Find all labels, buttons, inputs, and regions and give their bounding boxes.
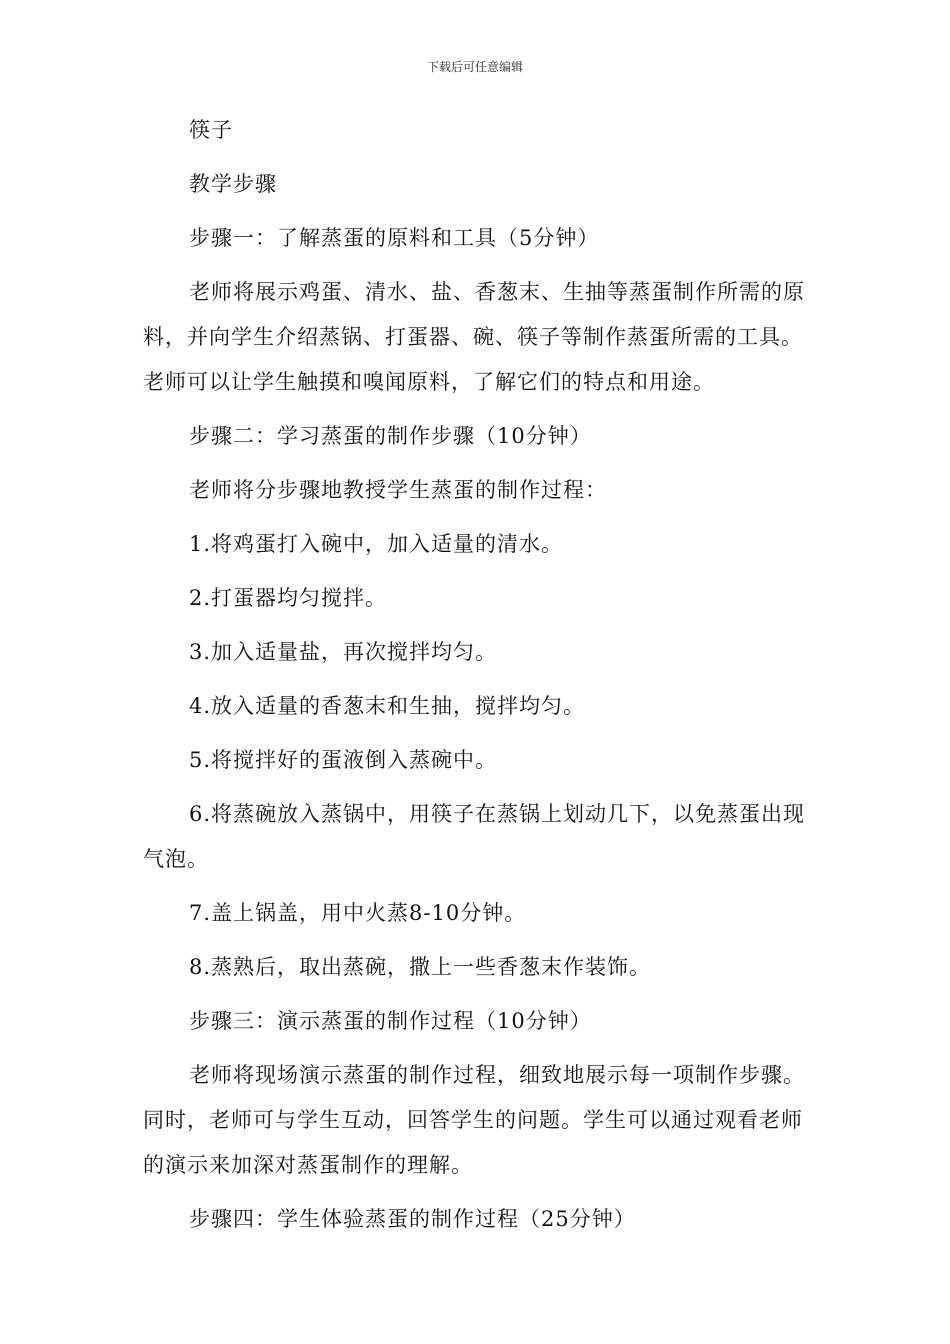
list-item-8: 8.蒸熟后，取出蒸碗，撒上一些香葱末作装饰。 — [189, 955, 652, 979]
document-body — [143, 108, 807, 1251]
paragraph-step-two-intro: 老师将分步骤地教授学生蒸蛋的制作过程： — [189, 478, 607, 502]
heading-step-three: 步骤三：演示蒸蛋的制作过程（10分钟） — [189, 1009, 592, 1033]
list-item-7: 7.盖上锅盖，用中火蒸8-10分钟。 — [189, 901, 527, 925]
heading-step-two: 步骤二：学习蒸蛋的制作步骤（10分钟） — [189, 424, 592, 448]
paragraph-tools-item: 筷子 — [189, 118, 233, 142]
paragraph-step-one: 老师将展示鸡蛋、清水、盐、香葱末、生抽等蒸蛋制作所需的原料，并向学生介绍蒸锅、打蛋器、碗、筷子等制作蒸蛋所需的工具。老师可以让学生触摸和嗅闻原料，了解它们的特点和用途。 — [143, 280, 805, 394]
heading-teaching-steps: 教学步骤 — [189, 172, 277, 196]
heading-step-four: 步骤四：学生体验蒸蛋的制作过程（25分钟） — [189, 1207, 636, 1231]
list-item-4: 4.放入适量的香葱末和生抽，搅拌均匀。 — [189, 694, 586, 718]
list-item-2: 2.打蛋器均匀搅拌。 — [189, 586, 388, 610]
list-item-1: 1.将鸡蛋打入碗中，加入适量的清水。 — [189, 532, 564, 556]
list-item-6: 6.将蒸碗放入蒸锅中，用筷子在蒸锅上划动几下，以免蒸蛋出现气泡。 — [143, 802, 806, 871]
heading-step-one: 步骤一：了解蒸蛋的原料和工具（5分钟） — [189, 226, 600, 250]
list-item-3: 3.加入适量盐，再次搅拌均匀。 — [189, 640, 498, 664]
paragraph-step-three: 老师将现场演示蒸蛋的制作过程，细致地展示每一项制作步骤。同时，老师可与学生互动，回答学生的问题。学生可以通过观看老师的演示来加深对蒸蛋制作的理解。 — [143, 1063, 805, 1177]
list-item-5: 5.将搅拌好的蛋液倒入蒸碗中。 — [189, 748, 498, 772]
page-header: 下载后可任意编辑 — [426, 60, 523, 74]
